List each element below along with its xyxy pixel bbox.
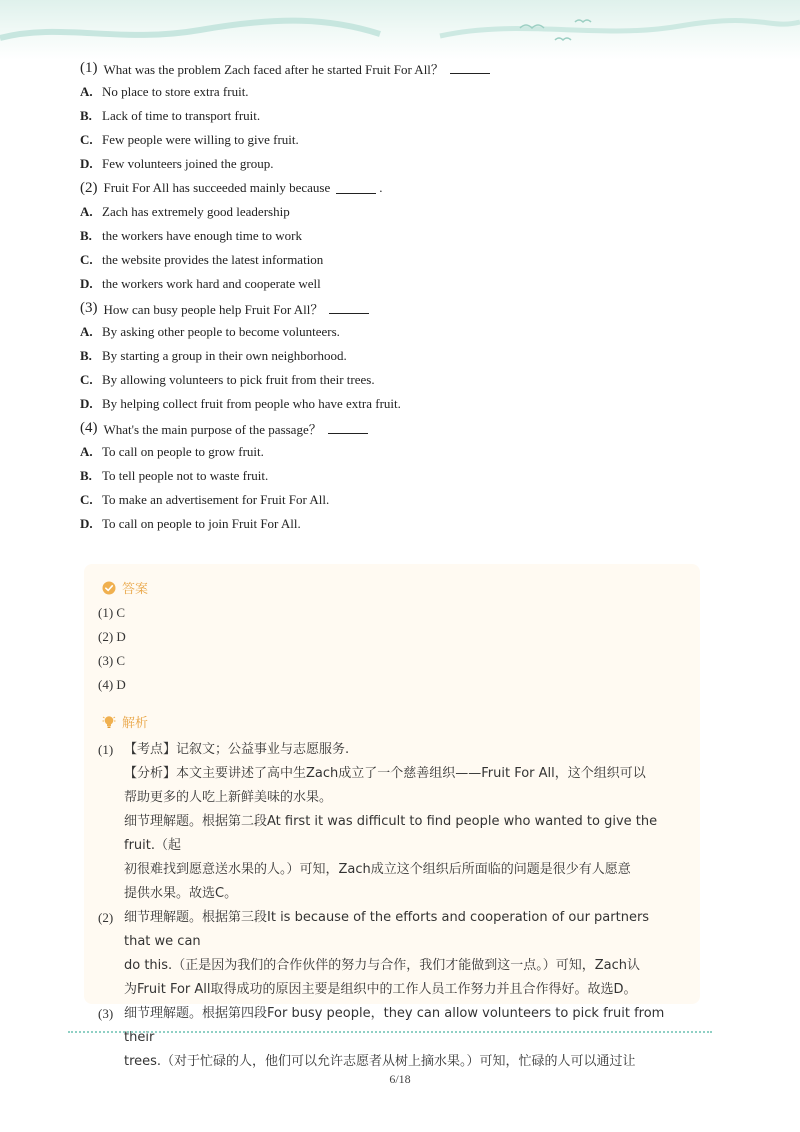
question-number: (1) — [80, 59, 98, 76]
answer-item: (1) C — [98, 605, 126, 620]
answer-item: (3) C — [98, 653, 126, 668]
question-tail: . — [379, 180, 383, 195]
option-text: To call on people to grow fruit. — [102, 444, 264, 459]
option-a — [80, 320, 720, 344]
option-b — [80, 104, 720, 128]
analysis-number: (3) — [98, 1006, 114, 1021]
option-letter: C. — [80, 372, 93, 387]
option-letter: B. — [80, 228, 92, 243]
answer-blank — [336, 183, 376, 194]
option-letter: D. — [80, 156, 93, 171]
option-d — [80, 272, 720, 296]
top-banner — [0, 0, 800, 60]
option-text: By helping collect fruit from people who have extra fruit. — [102, 396, 401, 411]
answer-list — [98, 601, 126, 697]
question-1 — [80, 56, 720, 176]
analysis-line: 细节理解题。根据第三段It is because of the efforts and cooperation of our partners that we can — [124, 910, 650, 949]
option-letter: A. — [80, 324, 93, 339]
answer-item: (2) D — [98, 629, 126, 644]
check-badge-icon — [102, 581, 116, 595]
analysis-block-3 — [98, 1002, 678, 1074]
option-text: By asking other people to become volunteers. — [102, 324, 340, 339]
option-text: To call on people to join Fruit For All. — [102, 516, 301, 531]
option-text: By allowing volunteers to pick fruit from their trees. — [102, 372, 375, 387]
option-d — [80, 512, 720, 536]
option-text: Zach has extremely good leadership — [102, 204, 290, 219]
answer-panel — [84, 564, 700, 1069]
dotted-separator — [68, 1031, 712, 1033]
option-text: To tell people not to waste fruit. — [102, 468, 269, 483]
analysis-block-1 — [98, 738, 678, 906]
option-text: the workers have enough time to work — [102, 228, 303, 243]
question-list — [80, 56, 720, 536]
option-letter: B. — [80, 108, 92, 123]
question-stem — [80, 176, 720, 200]
answer-item: (4) D — [98, 677, 126, 692]
option-text: By starting a group in their own neighborhood. — [102, 348, 347, 363]
lightbulb-icon — [102, 715, 116, 729]
analysis-line: 初很难找到愿意送水果的人。）可知，Zach成立这个组织后所面临的问题是很少有人愿意 — [124, 862, 631, 877]
answer-blank — [450, 63, 490, 74]
question-number: (4) — [80, 419, 98, 436]
option-letter: C. — [80, 252, 93, 267]
option-c — [80, 488, 720, 512]
question-number: (3) — [80, 299, 98, 316]
question-stem — [80, 416, 720, 440]
option-text: Few people were willing to give fruit. — [102, 132, 299, 147]
option-letter: C. — [80, 132, 93, 147]
option-letter: A. — [80, 204, 93, 219]
option-a — [80, 440, 720, 464]
option-letter: D. — [80, 276, 93, 291]
option-letter: A. — [80, 84, 93, 99]
question-text: What was the problem Zach faced after he started Fruit For All？ — [103, 61, 444, 77]
option-d — [80, 152, 720, 176]
page-number: 6/18 — [389, 1072, 411, 1086]
analysis-number: (2) — [98, 910, 114, 925]
option-letter: D. — [80, 396, 93, 411]
option-text: No place to store extra fruit. — [102, 84, 249, 99]
question-text: Fruit For All has succeeded mainly because — [103, 180, 331, 195]
option-text: Few volunteers joined the group. — [102, 156, 274, 171]
option-c — [80, 128, 720, 152]
question-text: What's the main purpose of the passage？ — [103, 421, 322, 437]
option-letter: B. — [80, 468, 92, 483]
answer-blank — [329, 303, 369, 314]
option-c — [80, 248, 720, 272]
option-letter: B. — [80, 348, 92, 363]
option-text: the website provides the latest information — [102, 252, 324, 267]
analysis-body — [98, 738, 678, 1074]
option-text: the workers work hard and cooperate well — [102, 276, 321, 291]
option-text: Lack of time to transport fruit. — [102, 108, 261, 123]
analysis-line: 细节理解题。根据第二段At first it was difficult to find people who wanted to give the fruit.（起 — [124, 814, 658, 853]
question-number: (2) — [80, 179, 98, 196]
option-d — [80, 392, 720, 416]
question-4 — [80, 416, 720, 536]
question-text: How can busy people help Fruit For All？ — [103, 301, 324, 317]
answer-heading — [102, 578, 148, 597]
analysis-line: trees.（对于忙碌的人，他们可以允许志愿者从树上摘水果。）可知，忙碌的人可以通过让 — [124, 1054, 636, 1069]
analysis-line: 帮助更多的人吃上新鲜美味的水果。 — [124, 790, 333, 805]
option-letter: C. — [80, 492, 93, 507]
answer-blank — [328, 423, 368, 434]
analysis-line: 【分析】本文主要讲述了高中生Zach成立了一个慈善组织——Fruit For All，这个组织可以 — [124, 766, 646, 781]
option-a — [80, 200, 720, 224]
analysis-line: 细节理解题。根据第四段For busy people，they can allow volunteers to pick fruit from their — [124, 1006, 665, 1045]
analysis-line: do this.（正是因为我们的合作伙伴的努力与合作，我们才能做到这一点。）可知，Zach认 — [124, 958, 640, 973]
analysis-line: 为Fruit For All取得成功的原因主要是组织中的工作人员工作努力并且合作得好。故选D。 — [124, 982, 637, 997]
question-3 — [80, 296, 720, 416]
analysis-line: 提供水果。故选C。 — [124, 886, 238, 901]
analysis-heading — [102, 712, 148, 731]
analysis-heading-text: 解析 — [122, 716, 149, 731]
option-letter: A. — [80, 444, 93, 459]
analysis-line: 【考点】记叙文；公益事业与志愿服务. — [124, 742, 350, 757]
option-b — [80, 224, 720, 248]
option-c — [80, 368, 720, 392]
option-letter: D. — [80, 516, 93, 531]
wave-birds-decoration — [0, 0, 800, 60]
answer-heading-text: 答案 — [122, 582, 149, 597]
option-a — [80, 80, 720, 104]
question-stem — [80, 56, 720, 80]
analysis-block-2 — [98, 906, 678, 1002]
option-b — [80, 464, 720, 488]
analysis-number: (1) — [98, 742, 114, 757]
question-2 — [80, 176, 720, 296]
option-text: To make an advertisement for Fruit For All. — [102, 492, 330, 507]
option-b — [80, 344, 720, 368]
question-stem — [80, 296, 720, 320]
